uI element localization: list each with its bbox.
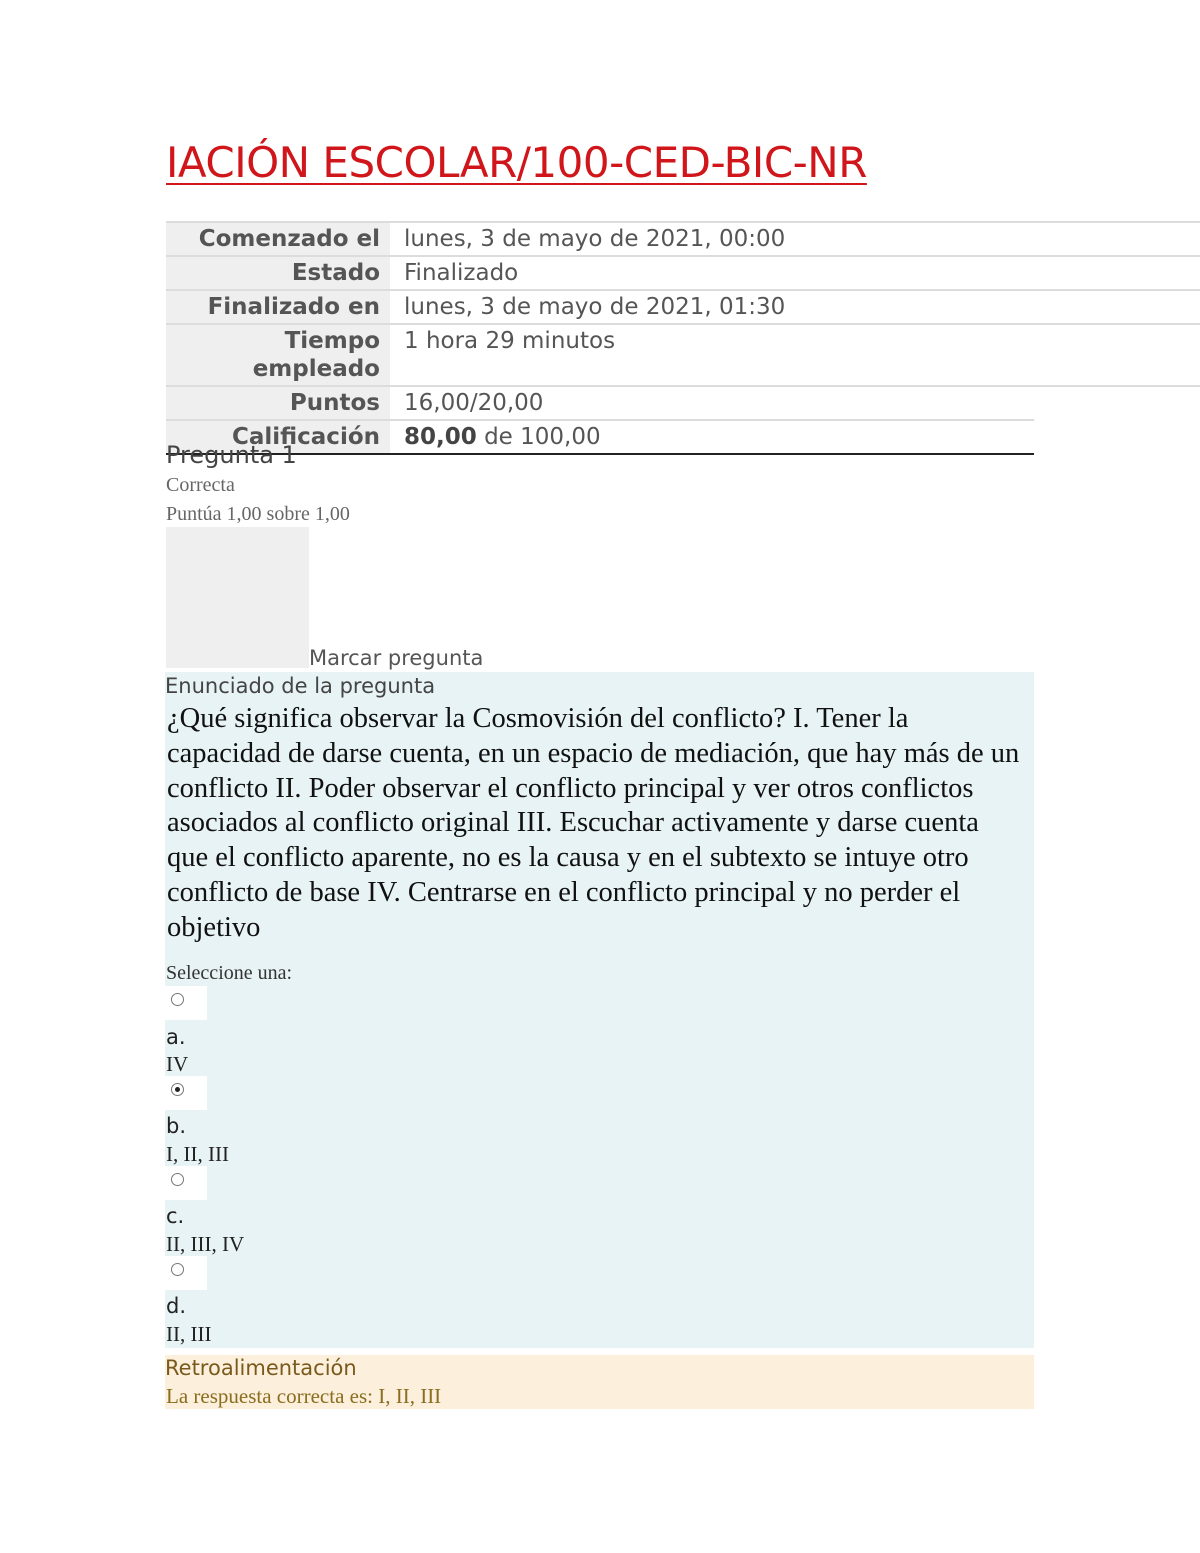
option-a-radio[interactable] — [171, 993, 184, 1006]
option-b-letter: b. — [166, 1114, 187, 1138]
question-info-box — [166, 527, 309, 668]
question-content — [165, 672, 1034, 1348]
grade-max: de 100,00 — [476, 424, 601, 450]
summary-value: lunes, 3 de mayo de 2021, 00:00 — [404, 226, 786, 252]
attempt-summary-table — [166, 221, 1200, 455]
flag-question-link[interactable]: Marcar pregunta — [309, 646, 484, 670]
option-d-text[interactable]: II, III — [166, 1322, 212, 1346]
option-a-text[interactable]: IV — [166, 1052, 189, 1076]
question-text: ¿Qué significa observar la Cosmovisión del conflicto? I. Tener la capacidad de darse cuenta, en un espacio de mediación, que hay más de un conflicto II. Poder observar el conflicto principal y ver otros conflictos asociados al conflicto original III. Escuchar activamente y darse cuenta que el conflicto aparente, no es la causa y en el subtexto se intuye otro conflicto de base IV. Centrarse en el conflicto principal y no perder el objetivo — [167, 703, 1020, 943]
question-state: Correcta — [166, 474, 235, 496]
summary-row-points — [166, 385, 1200, 419]
option-b-radio[interactable] — [171, 1083, 184, 1096]
summary-label: Estado — [166, 257, 390, 289]
option-b-text[interactable]: I, II, III — [166, 1142, 229, 1166]
summary-value: 1 hora 29 minutos — [404, 328, 616, 354]
summary-value — [390, 421, 1034, 453]
feedback-heading: Retroalimentación — [165, 1356, 357, 1380]
answer-prompt: Seleccione una: — [166, 962, 293, 984]
summary-label: Comenzado el — [166, 223, 390, 255]
option-c-text[interactable]: II, III, IV — [166, 1232, 245, 1256]
feedback-panel — [165, 1355, 1034, 1409]
option-c-letter: c. — [166, 1204, 185, 1228]
question-number: Pregunta 1 — [166, 441, 297, 469]
summary-value: Finalizado — [404, 260, 519, 286]
feedback-text: La respuesta correcta es: I, II, III — [166, 1384, 442, 1408]
summary-value: lunes, 3 de mayo de 2021, 01:30 — [404, 294, 786, 320]
option-d-letter: d. — [166, 1294, 187, 1318]
summary-row-started — [166, 221, 1200, 255]
summary-row-state — [166, 255, 1200, 289]
page-title[interactable]: IACIÓN ESCOLAR/100-CED-BIC-NR — [166, 138, 867, 187]
question-grade: Puntúa 1,00 sobre 1,00 — [166, 503, 350, 525]
grade-value: 80,00 — [404, 424, 477, 450]
summary-row-time-taken — [166, 323, 1200, 385]
option-d-radio[interactable] — [171, 1263, 184, 1276]
option-a-letter: a. — [166, 1025, 186, 1049]
option-b-radio-holder[interactable] — [165, 1076, 207, 1110]
summary-row-finished — [166, 289, 1200, 323]
option-c-radio-holder[interactable] — [165, 1166, 207, 1200]
option-d-radio-holder[interactable] — [165, 1256, 207, 1290]
summary-label: Calificación — [166, 421, 390, 453]
option-c-radio[interactable] — [171, 1173, 184, 1186]
option-a-radio-holder[interactable] — [165, 986, 207, 1020]
summary-value: 16,00/20,00 — [404, 390, 544, 416]
summary-label: Finalizado en — [166, 291, 390, 323]
summary-label: Tiempo empleado — [166, 325, 390, 385]
summary-label: Puntos — [166, 387, 390, 419]
question-heading: Enunciado de la pregunta — [165, 674, 436, 698]
